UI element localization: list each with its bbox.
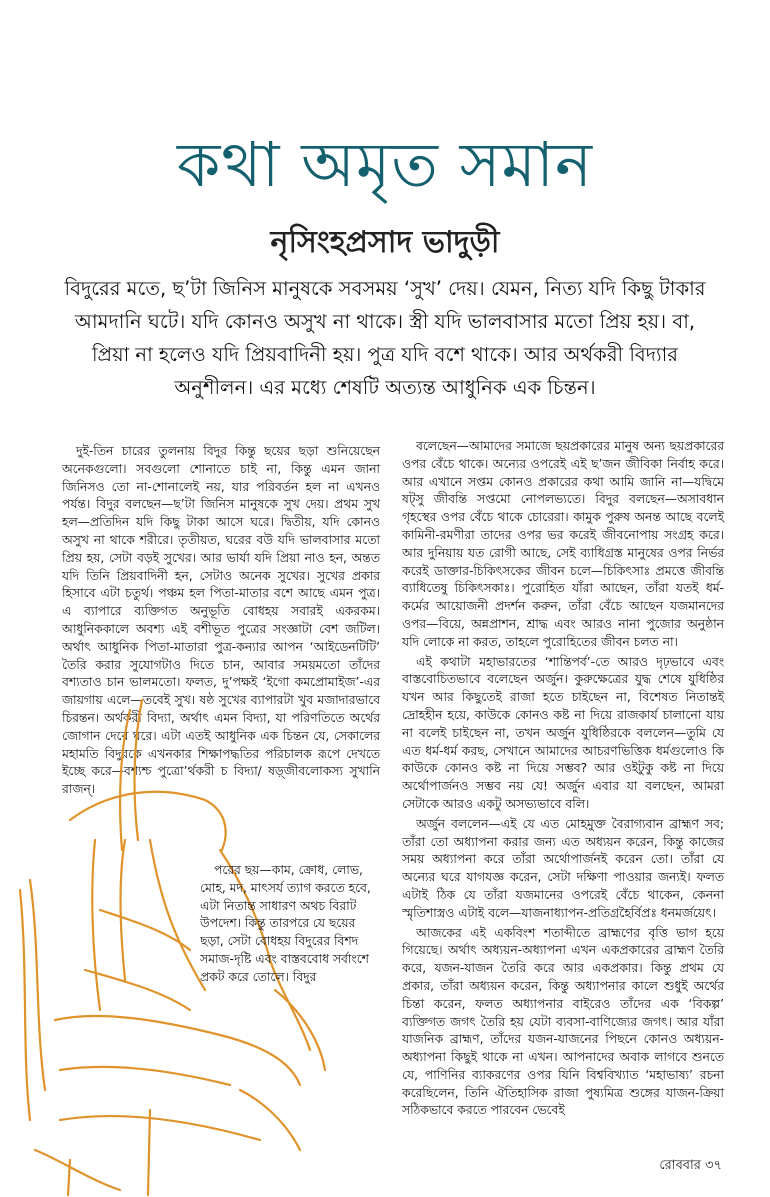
article-title: কথা অমৃত সমান xyxy=(177,128,593,201)
author-name: নৃসিংহপ্রসাদ ভাদুড়ী xyxy=(270,225,500,260)
right-paragraph-4: আজকের এই একবিংশ শতাব্দীতে ব্রাহ্মণের বৃত্তি ভাগ হয়ে গিয়েছে। অর্থাৎ অধ্যয়ন-অধ্যাপনা এখন একপ্রকারের ব্রাহ্মণ তৈরি করে, যজন-যাজন তৈরি করে আর একপ্রকার। কিন্তু প্রথম যে প্রকার, তাঁরা অধ্যয়ন করেন, কিন্তু অধ্যাপনার কালে শুধুই অর্থের চিন্তা করেন, ফলত অধ্যাপনার বাইরেও তাঁদের এক ‘বিকল্প’ ব্যক্তিগত জগৎ তৈরি হয় যেটা ব্যবসা-বাণিজ্যের জগৎ। আর যাঁরা যাজনিক ব্রাহ্মণ, তাঁদের যজন-যাজনের পিছনে কোনও অধ্যয়ন-অধ্যাপনা কিছুই থাকে না এখন। আপনাদের অবাক লাগবে শুনতে যে, পাণিনির ব্যাকরণের ওপর যিনি বিশ্ববিখ্যাত ‘মহাভাষ্য’ রচনা করেছিলেন, তিনি ঐতিহাসিক রাজা পুষ্যমিত্র শুঙ্গের যাজন-ক্রিয়া সঠিকভাবে করতে পারবেন ভেবেই xyxy=(402,925,724,1118)
right-paragraph-3: অর্জুন বললেন—এই যে এত মোহমুক্ত বৈরাগ্যবান ব্রাহ্মণ সব; তাঁরা তো অধ্যাপনা করার জন্য এত অধ্যয়ন করেন, কিন্তু কাজের সময় অধ্যাপনা করে তাঁরা অর্থোপার্জনই করেন তো। তাঁরা যে অন্যের ঘরে যাগযজ্ঞ করেন, সেটা দক্ষিণা পাওয়ার জন্যই। ফলত এটাই ঠিক যে তাঁরা যজমানের ওপরেই বেঁচে থাকেন, কেননা স্মৃতিশাস্ত্রও এটাই বলে—যাজনাধ্যাপন-প্রতিগ্রহৈর্বিপ্রঃ ধনমর্জয়েৎ। xyxy=(402,816,724,920)
right-paragraph-1: বলেছেন—আমাদের সমাজে ছয়প্রকারের মানুষ অন্য ছয়প্রকারের ওপর বেঁচে থাকে। অন্যের ওপরেই এই ছ’জন জীবিকা নির্বাহ করে। আর এখানে সপ্তম কোনও প্রকারের কথা আমি জানি না—যদ্বিমে ষট্‌সু জীবন্তি সপ্তমো নোপলভ্যতে। বিদুর বলছেন—অসাবধান গৃহস্থের ওপর বেঁচে থাকে চোরেরা। কামুক পুরুষ অনন্ত আছে বলেই কামিনী-রমণীরা তাদের ওপর ভর করেই জীবনোপায় সংগ্রহ করে। আর দুনিয়ায় যত রোগী আছে, সেই ব্যাধিগ্রস্ত মানুষের ওপর নির্ভর করেই ডাক্তার-চিকিৎসকের জীবন চলে—চিকিৎসাঃ প্রমত্তে জীবন্তি ব্যাধিতেষু চিকিৎসকাঃ। পুরোহিত যাঁরা আছেন, তাঁরা যতই ধর্ম-কর্মের আয়োজনী প্রদর্শন করুন, তাঁরা বেঁচে আছেন যজমানদের ওপর—বিয়ে, অন্নপ্রাশন, শ্রাদ্ধ এবং আরও নানা পুজোর অনুষ্ঠান যদি লোকে না করত, তাহলে পুরোহিতের জীবন চলত না। xyxy=(402,439,724,649)
left-paragraph-1: দুই-তিন চারের তুলনায় বিদুর কিন্তু ছয়ের ছড়া শুনিয়েছেন অনেকগুলো। সবগুলো শোনাতে চাই না, কিন্তু এমন জানা জিনিসও তো না-শোনালেই নয়, যার পরিবর্তন হল না এখনও পর্যন্ত। বিদুর বলছেন—ছ’টা জিনিস মানুষকে সুখ দেয়। প্রথম সুখ হল—প্রতিদিন যদি কিছু টাকা আসে ঘরে। দ্বিতীয়, যদি কোনও অসুখ না থাকে শরীরে। তৃতীয়ত, ঘরের বউ যদি ভালবাসার মতো প্রিয় হয়, সেটা বড়ই সুখের। আর ভার্যা যদি প্রিয়া নাও হন, অন্তত যদি তিনি প্রিয়বাদিনী হন, সেটাও অনেক সুখের। সুখের প্রকার হিসাবে এটা চতুর্থ। পঞ্চম হল পিতা-মাতার বশে আছে এমন পুত্র। এ ব্যাপারে ব্যক্তিগত অনুভূতি বোধহয় সবারই একরকম। আধুনিককালে অবশ্য এই বশীভূত পুত্রের সংজ্ঞাটা বেশ জটিল। অর্থাৎ আধুনিক পিতা-মাতারা পুত্র-কন্যার আপন ‘আইডেনটিটি’ তৈরি করার সুযোগটাও দিতে চান, আবার সময়মতো তাঁদের বশ্যতাও চান ভালমতো। ফলত, দু’পক্ষই ‘ইগো কমপ্রোমাইজ’-এর জায়গায় এলে—তবেই সুখ। ষষ্ঠ সুখের ব্যাপারটা খুব মজাদারভাবে চিরন্তন। অর্থকরী বিদ্যা, অর্থাৎ এমন বিদ্যা, যা পরিণতিতে অর্থের জোগান দেবে ঘরে। এটা এতই আধুনিক এক চিন্তন যে, সেকালের মহামতি বিদুরকে এখনকার শিক্ষাপদ্ধতির পরিচালক রূপে দেখতে ইচ্ছে করে—বশ্যশ্চ পুত্রো’র্থকরী চ বিদ্যা/ ষড়্জীবলোকস্য সুখানি রাজন্‌। xyxy=(62,444,380,797)
right-column xyxy=(402,438,724,1120)
left-paragraph-2: পরের ছয়—কাম, ক্রোধ, লোভ, মোহ, মদ, মাৎসর্য ত্যাগ করতে হবে, এটা নিতান্ত সাধারণ অথচ বিরাট উপদেশ। কিন্তু তারপরে যে ছয়ের ছড়া, সেটা বোধহয় বিদুরের বিশদ সমাজ-দৃষ্টি এবং বাস্তববোধ সর্বাংশে প্রকট করে তোলে। বিদুর xyxy=(200,863,371,984)
right-paragraph-2: এই কথাটা মহাভারতের ‘শান্তিপর্ব’-তে আরও দৃঢ়ভাবে এবং বাস্তবোচিতভাবে বলেছেন অর্জুন। কুরুক্ষেত্রের যুদ্ধ শেষে যুধিষ্ঠির যখন আর কিছুতেই রাজা হতে চাইছেন না, বিশেষত নিতান্তই দ্রোহহীন হয়ে, কাউকে কোনও কষ্ট না দিয়ে রাজকার্য চালানো যায় না বলেই চাইছেন না, তখন অর্জুন যুধিষ্ঠিরকে বললেন—তুমি যে এত ধর্ম-ধর্ম করছ, সেখানে আমাদের আচরণভিত্তিক ধর্মগুলোও কি কাউকে কোনও কষ্ট না দিয়ে সম্ভব? আর ওইটুকু কষ্ট না দিয়ে অর্থোপার্জনও সম্ভব নয় যে! অর্জুন এবার যা বলছেন, আমরা সেটাকে আরও একটু অসভ্যভাবে বলি। xyxy=(402,654,724,811)
intro-paragraph: বিদুরের মতে, ছ’টা জিনিস মানুষকে সবসময় ‘সুখ’ দেয়। যেমন, নিত্য যদি কিছু টাকার আমদানি ঘটে। যদি কোনও অসুখ না থাকে। স্ত্রী যদি ভালবাসার মতো প্রিয় হয়। বা, প্রিয়া না হলেও যদি প্রিয়বাদিনী হয়। পুত্র যদি বশে থাকে। আর অর্থকরী বিদ্যার অনুশীলন। এর মধ্যে শেষটি অত্যন্ত আধুনিক এক চিন্তন। xyxy=(64,277,706,399)
page-number: রোববার ৩৭ xyxy=(659,1158,722,1173)
left-column-lower xyxy=(200,862,380,987)
